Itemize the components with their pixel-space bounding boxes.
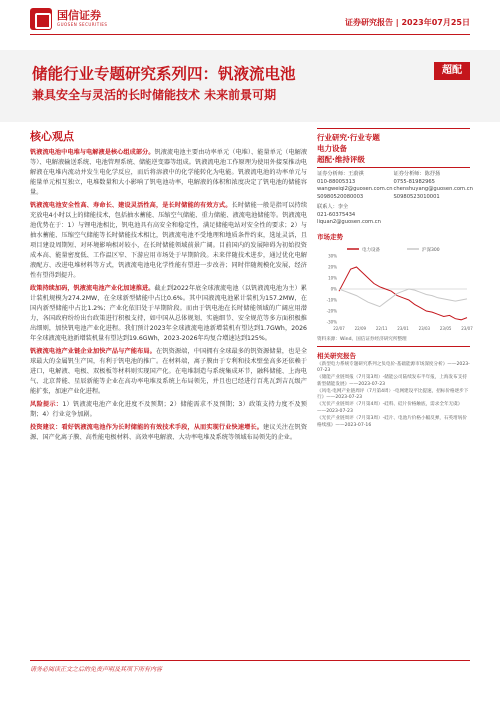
related-report-link[interactable]: 《光伏产业链周评（7月第3周）-硅片、电池片价格小幅反弹，石英坩埚价格续涨》——2023-07-16 — [317, 415, 467, 428]
legend-label: 沪深300 — [422, 247, 440, 253]
analyst-license: S0980520080003 — [317, 193, 364, 200]
analyst-role: 证券分析师：王蔚祺 — [317, 171, 364, 177]
paragraph-lead: 钒液流电池产业链企业加快产品与产能布局。 — [30, 348, 156, 355]
x-tick-label: 22/11 — [375, 325, 388, 331]
analyst-1 — [317, 171, 394, 201]
rating-badge: 超配 — [434, 62, 470, 80]
core-view-paragraph — [30, 201, 307, 281]
paragraph-lead: 政策持续加码，钒液流电池产业化加速推进。 — [30, 285, 155, 292]
related-report-link[interactable]: 《风电·电网产业链周评（7月第4周）-电网建设平比提速，招标价格逐步下行》——2023-07-23 — [317, 388, 469, 401]
y-tick-label: 10% — [328, 275, 337, 280]
paragraph-lead: 投资建议：看好钒液流电池作为长时储能的有效技术手段，从而实现行业快速增长。 — [30, 424, 264, 431]
analyst-phone: 0755-81982965 — [393, 178, 435, 185]
sidebar-divider — [317, 167, 470, 168]
related-report-link[interactable]: 《光伏产业链周评（7月第4周）-硅料、硅片价格触底，需求全年无虞》——2023-07-23 — [317, 402, 463, 415]
contact-block — [317, 204, 470, 227]
footer-disclaimer: 请务必阅读正文之后的免责声明及其项下所有内容 — [30, 666, 163, 673]
report-header — [0, 0, 500, 36]
sidebar-divider — [317, 128, 470, 129]
paragraph-body: 在钒资源端，中国拥有全球最多的钒资源储量，也是全球最大的金属钒生产国，有利于钒电池的推广。在材料端，离子膜由于专利和技术壁垒高多还依赖于进口，电解液、电极、双极板等材料则实现国产化。在电堆制造与系统集成环节，融科储能、上海电气、北京普能、星辰新能等企业在高功率电堆及系统上布局领先，并且也已经进行百兆瓦到吉瓦级产能扩张，加速产业化进程。 — [30, 348, 308, 395]
logo-en: GUOSEN SECURITIES — [57, 22, 108, 27]
header-divider — [30, 34, 470, 35]
related-report-link[interactable]: 《储能产业链周报（7月第3周）-储能公司陆续发布半年报，上海发布支持新型储能发展》——2023-07-23 — [317, 375, 467, 387]
core-view-paragraph — [30, 148, 307, 198]
x-tick-label: 22/09 — [354, 325, 367, 331]
report-title: 储能行业专题研究系列四：钒液流电池 — [32, 65, 296, 83]
analyst-2 — [394, 171, 471, 201]
paragraph-body: 截止到2022年底全球液流电池（以钒液流电池为主）累计装机规模为274.2MW，在全球新型储能中占比0.6%。其中国液流电池累计装机为157.2MW，在国内新型储能中占比1.2%；产业化依旧处于早期阶段。而由于钒电池在长时储能领域的广阔应用潜力，各国政府纷纷出台政策进行积极支持，如中国从总体规划、实施细节、安全规范等多方面积极推出细则，加快钒电池产业化进程。我们预计2023年全球液流电池新增装机有望达到1.7GWh，2026年全球液流电池新增装机量有望达到19.6GWh，2023-2026年均复合增速达到125%。 — [30, 285, 307, 342]
paragraph-lead: 钒液流电池安全性高、寿命长、建设灵活性高，是长时储能的有效方式。 — [30, 202, 232, 209]
brand-logo — [30, 8, 107, 30]
paragraph-lead: 钒液流电池中电堆与电解液是核心组成部分。 — [30, 149, 155, 156]
series-line-0 — [339, 267, 467, 320]
logo-text — [57, 10, 107, 28]
core-view-paragraph — [30, 284, 307, 344]
market-chart-svg — [317, 244, 473, 334]
related-label: 相关研究报告 — [317, 351, 356, 360]
contact-role: 联系人：李全 — [317, 204, 349, 210]
analyst-role: 证券分析师：陈抒扬 — [393, 171, 441, 177]
x-tick-label: 22/07 — [333, 325, 345, 331]
legend-label: 电力设备 — [362, 247, 380, 253]
y-tick-label: 0% — [330, 286, 337, 291]
report-subtitle: 兼具安全与灵活的长时储能技术 未来前景可期 — [32, 88, 277, 102]
contact — [317, 204, 394, 227]
y-tick-label: 20% — [328, 264, 337, 269]
paragraph-body: 钒液流电池主要由功率单元（电堆）、能量单元（电解液等）、电解液输送系统、电池管理系统、储能逆变器等组成。钒液流电池工作原理为使用外接泵推动电解液在电堆内流动并发生电化学反应，而后将溶液中的化学能转化为电能。钒液流电池的功率单元与能量单元相互独立，电堆数量和大小影响了钒电池功率，电解液的体积和浓度决定了钒电池的储能容量。 — [30, 149, 308, 196]
paragraph-body: 建议关注在钒资源、国产化离子膜、高性能电极材料、高效率电解液、大功率电堆及系统等领域布局领先的企业。 — [30, 424, 308, 441]
analyst-phone: 010-88005313 — [317, 178, 356, 185]
industry-label: 行业研究·行业专题 — [317, 133, 380, 142]
report-type-date: 证券研究报告 | 2023年07月25日 — [344, 18, 470, 27]
core-view-paragraph — [30, 347, 307, 397]
y-tick-label: -10% — [326, 297, 337, 302]
guosen-logo-icon — [30, 8, 52, 30]
sidebar-column — [317, 128, 473, 429]
x-tick-label: 23/03 — [418, 325, 431, 331]
sidebar-divider — [317, 346, 470, 347]
core-views-column — [30, 128, 307, 446]
analyst-block — [317, 171, 473, 201]
analyst-license: S0980523010001 — [393, 193, 440, 200]
market-chart — [317, 244, 473, 334]
analyst-email[interactable]: chenshuyang@guosen.com.cn — [393, 186, 473, 192]
paragraph-lead: 风险提示： — [30, 401, 63, 408]
paragraph-body: 长时储能一般是指可以持续充放电4小时以上的储能技术，包括抽水蓄能、压缩空气储能、重力储能、液流电池储能等。钒液流电池优势在于：1）与锂电池相比，钒电池具有高安全和稳定性，满足储能电站对安全性的要求；2）与抽水蓄能、压缩空气储能等长时储能技术相比，钒液流电池不受地理和地质条件约束，选址灵活，且项目建设周期短、对环境影响相对较小，在长时储能领域前景广阔。目前国内的发展障碍为初始投资成本高、能量密度低、工作温区窄、下游应用市场处于早期阶段。未来伴随技术进步，通过优化电解液配方、改进电堆材料等方式，钒液流电池电化学性能有望进一步改善；同时伴随规模化发展，经济性有望得到提升。 — [30, 202, 308, 279]
y-tick-label: -30% — [326, 319, 337, 324]
x-tick-label: 23/05 — [439, 325, 452, 331]
chart-source: 资料来源：Wind、国信证券经济研究所整理 — [317, 336, 407, 342]
market-label: 市场走势 — [317, 232, 343, 241]
core-view-paragraph — [30, 423, 307, 443]
x-tick-label: 23/01 — [397, 325, 409, 331]
x-tick-label: 23/07 — [461, 325, 473, 331]
footer-divider — [30, 660, 470, 661]
analyst-email[interactable]: wangweiqi2@guosen.com.cn — [317, 186, 393, 192]
core-view-paragraph — [30, 400, 307, 420]
logo-cn: 国信证券 — [57, 9, 101, 22]
contact-email[interactable]: liquan2@guosen.com.cn — [317, 219, 381, 225]
related-report-link[interactable]: 《新型电力系统专题研究系列之负电价-基础能源市场深度分析》——2023-07-23 — [317, 361, 470, 374]
sector-label: 电力设备 — [317, 144, 347, 153]
contact-phone: 021-60375434 — [317, 211, 356, 218]
y-tick-label: 30% — [328, 253, 337, 258]
y-tick-label: -20% — [326, 308, 337, 313]
paragraph-body: 1）钒液流电池产业化进度不及预期；2）储能需求不及预期；3）政策支持力度不及预期；4）行业竞争加剧。 — [30, 401, 307, 418]
section-title: 核心观点 — [30, 130, 74, 143]
rating-label: 超配·维持评级 — [317, 155, 365, 164]
